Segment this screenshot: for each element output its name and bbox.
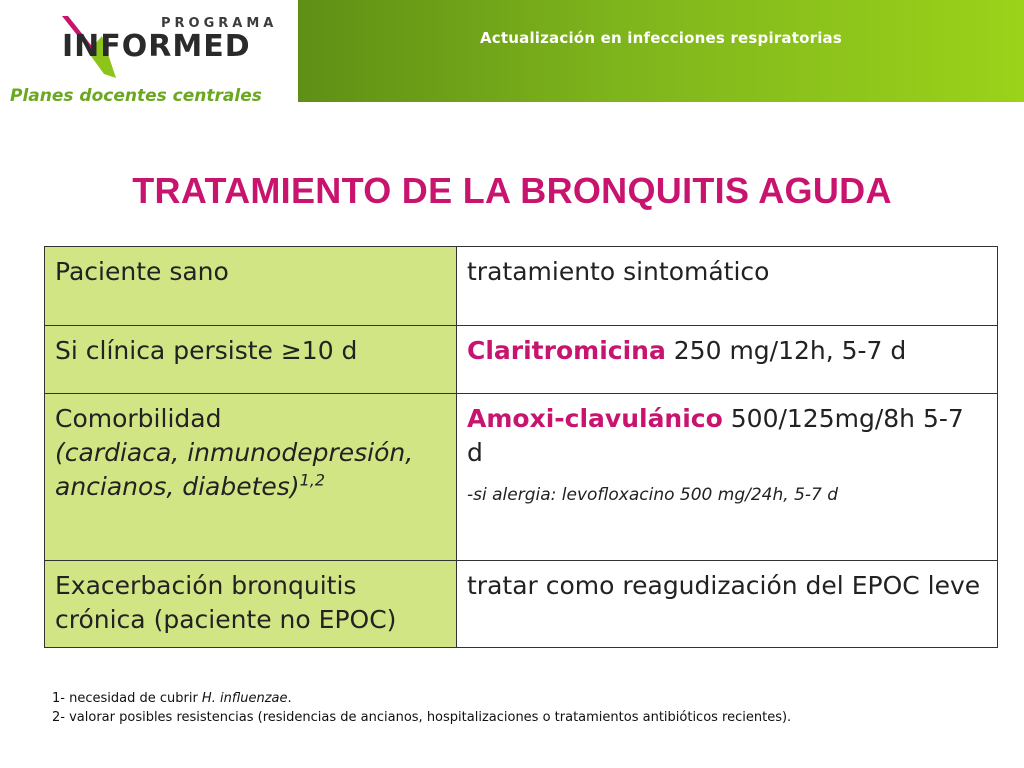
condition-text: Paciente sano [55,257,229,286]
footnotes [52,689,791,727]
footnote-ref: 1,2 [299,470,326,490]
header-subtitle: Planes docentes centrales [10,86,262,106]
logo-area [0,0,298,112]
page-title: TRATAMIENTO DE LA BRONQUITIS AGUDA [132,170,892,211]
footnote-1-text: 1- necesidad de cubrir [52,691,202,706]
footnote-1-species: H. influenzae [201,691,288,706]
treatment-text: tratamiento sintomático [467,257,770,286]
table-row [45,247,998,326]
condition-cell [45,394,457,561]
table-row [45,326,998,394]
table-row [45,394,998,561]
treatment-cell [457,394,998,561]
condition-text: Exacerbación bronquitis crónica (paciente no EPOC) [55,571,397,634]
informed-logo [58,14,278,82]
treatment-cell [457,326,998,394]
header-banner [298,0,1024,102]
logo-small-text: PROGRAMA [161,16,278,31]
footnote-2: 2- valorar posibles resistencias (residencias de ancianos, hospitalizaciones o tratamientos antibióticos recientes). [52,710,792,725]
drug-name: Claritromicina [467,336,666,365]
condition-detail: (cardiaca, inmunodepresión, ancianos, diabetes) [55,438,414,501]
treatment-cell [457,561,998,648]
condition-cell [45,326,457,394]
drug-dose: 500/125mg/8h 5-7 d [467,404,964,467]
condition-text: Comorbilidad [55,404,222,433]
treatment-cell [457,247,998,326]
treatment-table [44,246,998,648]
table-row [45,561,998,648]
logo-big-text: INFORMED [62,29,251,64]
condition-cell [45,561,457,648]
footnote-1 [52,689,791,708]
drug-dose: 250 mg/12h, 5-7 d [665,336,907,365]
footnote-1-end: . [287,691,292,706]
treatment-text: tratar como reagudización del EPOC leve [467,571,981,600]
condition-text: Si clínica persiste ≥10 d [55,336,358,365]
condition-cell [45,247,457,326]
banner-title: Actualización en infecciones respiratorias [479,29,843,47]
allergy-note: -si alergia: levofloxacino 500 mg/24h, 5-7 d [467,485,839,505]
drug-name: Amoxi-clavulánico [467,404,723,433]
